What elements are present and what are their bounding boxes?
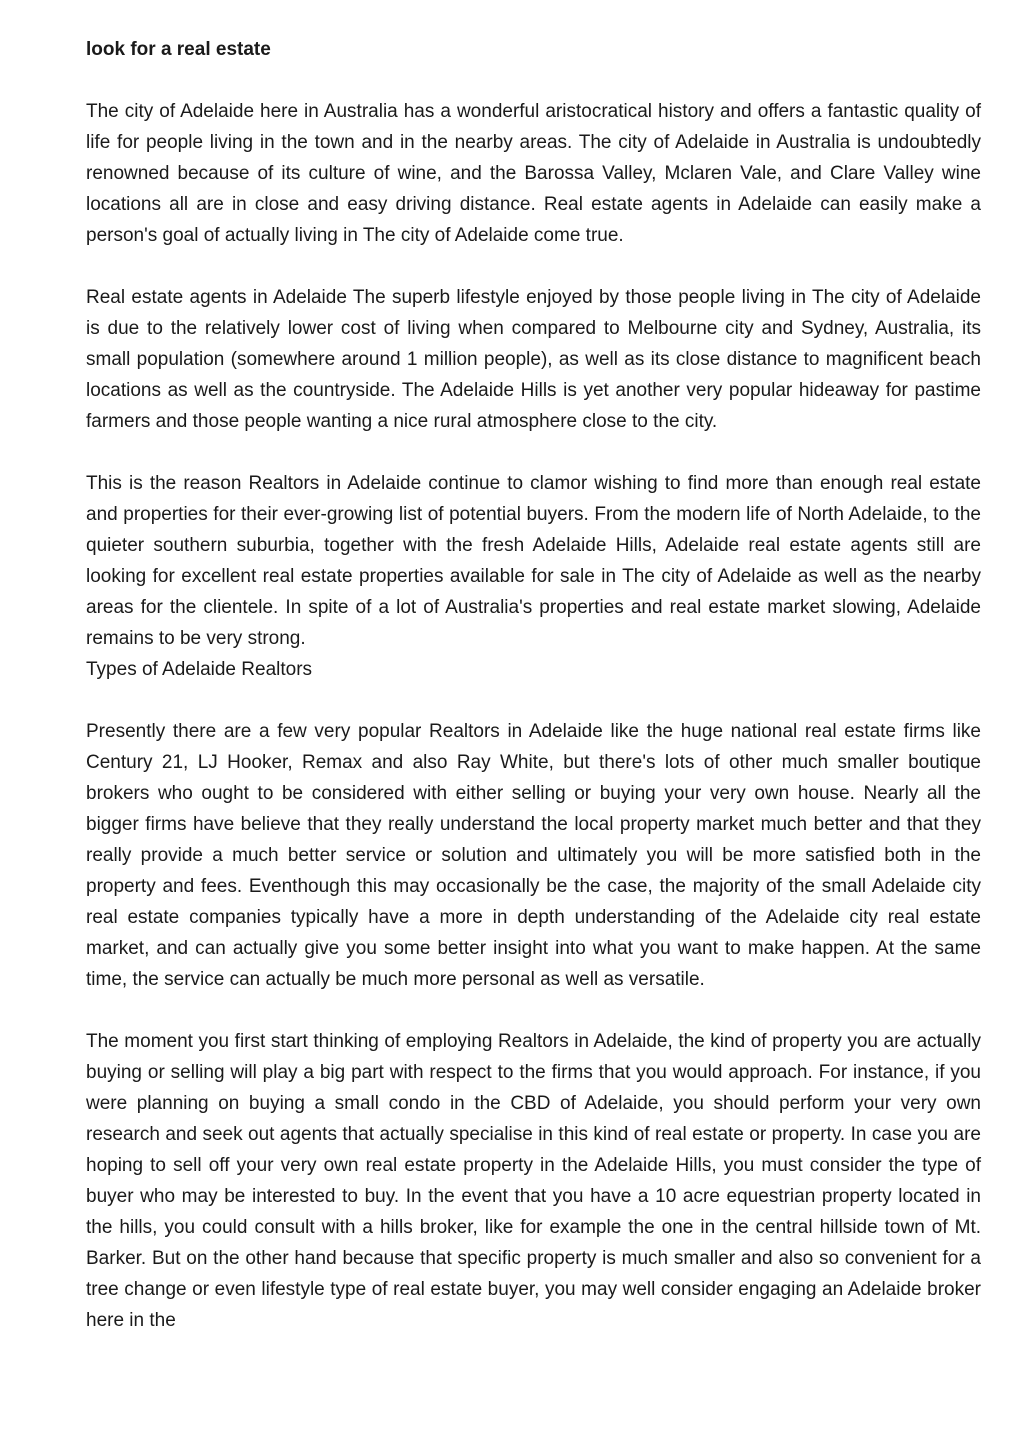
document-title: look for a real estate — [86, 39, 271, 60]
paragraph-realtors-demand: This is the reason Realtors in Adelaide continue to clamor wishing to find more than enough real estate and properties for their ever-growing list of potential buyers. From the modern life of North Adelaide, to the quieter southern suburbia, together with the fresh Adelaide Hills, Adelaide real estate agents still are looking for excellent real estate properties available for sale in The city of Adelaide as well as the nearby areas for the clientele. In spite of a lot of Australia's properties and real estate market slowing, Adelaide remains to be very strong. — [86, 473, 981, 649]
paragraph-lifestyle: Real estate agents in Adelaide The superb lifestyle enjoyed by those people living in The city of Adelaide is due to the relatively lower cost of living when compared to Melbourne city and Sydney, Australia, its small population (somewhere around 1 million people), as well as its close distance to magnificent beach locations as well as the countryside. The Adelaide Hills is yet another very popular hideaway for pastime farmers and those people wanting a nice rural atmosphere close to the city. — [86, 287, 981, 432]
paragraph-adelaide-intro: The city of Adelaide here in Australia has a wonderful aristocratical history and offers a fantastic quality of life for people living in the town and in the nearby areas. The city of Adelaide in Australia is undoubtedly renowned because of its culture of wine, and the Barossa Valley, Mclaren Vale, and Clare Valley wine locations all are in close and easy driving distance. Real estate agents in Adelaide can easily make a person's goal of actually living in The city of Adelaide come true. — [86, 101, 981, 246]
document-page — [86, 34, 981, 1336]
paragraph-employing-realtors: The moment you first start thinking of employing Realtors in Adelaide, the kind of property you are actually buying or selling will play a big part with respect to the firms that you would approach. For instance, if you were planning on buying a small condo in the CBD of Adelaide, you should perform your very own research and seek out agents that actually specialise in this kind of real estate or property. In case you are hoping to sell off your very own real estate property in the Adelaide Hills, you must consider the type of buyer who may be interested to buy. In the event that you have a 10 acre equestrian property located in the hills, you could consult with a hills broker, like for example the one in the central hillside town of Mt. Barker. But on the other hand because that specific property is much smaller and also so convenient for a tree change or even lifestyle type of real estate buyer, you may well consider engaging an Adelaide broker here in the — [86, 1031, 981, 1331]
section-heading-types-of-realtors: Types of Adelaide Realtors — [86, 659, 313, 680]
paragraph-popular-realtors: Presently there are a few very popular Realtors in Adelaide like the huge national real estate firms like Century 21, LJ Hooker, Remax and also Ray White, but there's lots of other much smaller boutique brokers who ought to be considered with either selling or buying your very own house. Nearly all the bigger firms have believe that they really understand the local property market much better and that they really provide a much better service or solution and ultimately you will be more satisfied both in the property and fees. Eventhough this may occasionally be the case, the majority of the small Adelaide city real estate companies typically have a more in depth understanding of the Adelaide city real estate market, and can actually give you some better insight into what you want to make happen. At the same time, the service can actually be much more personal as well as versatile. — [86, 721, 981, 990]
